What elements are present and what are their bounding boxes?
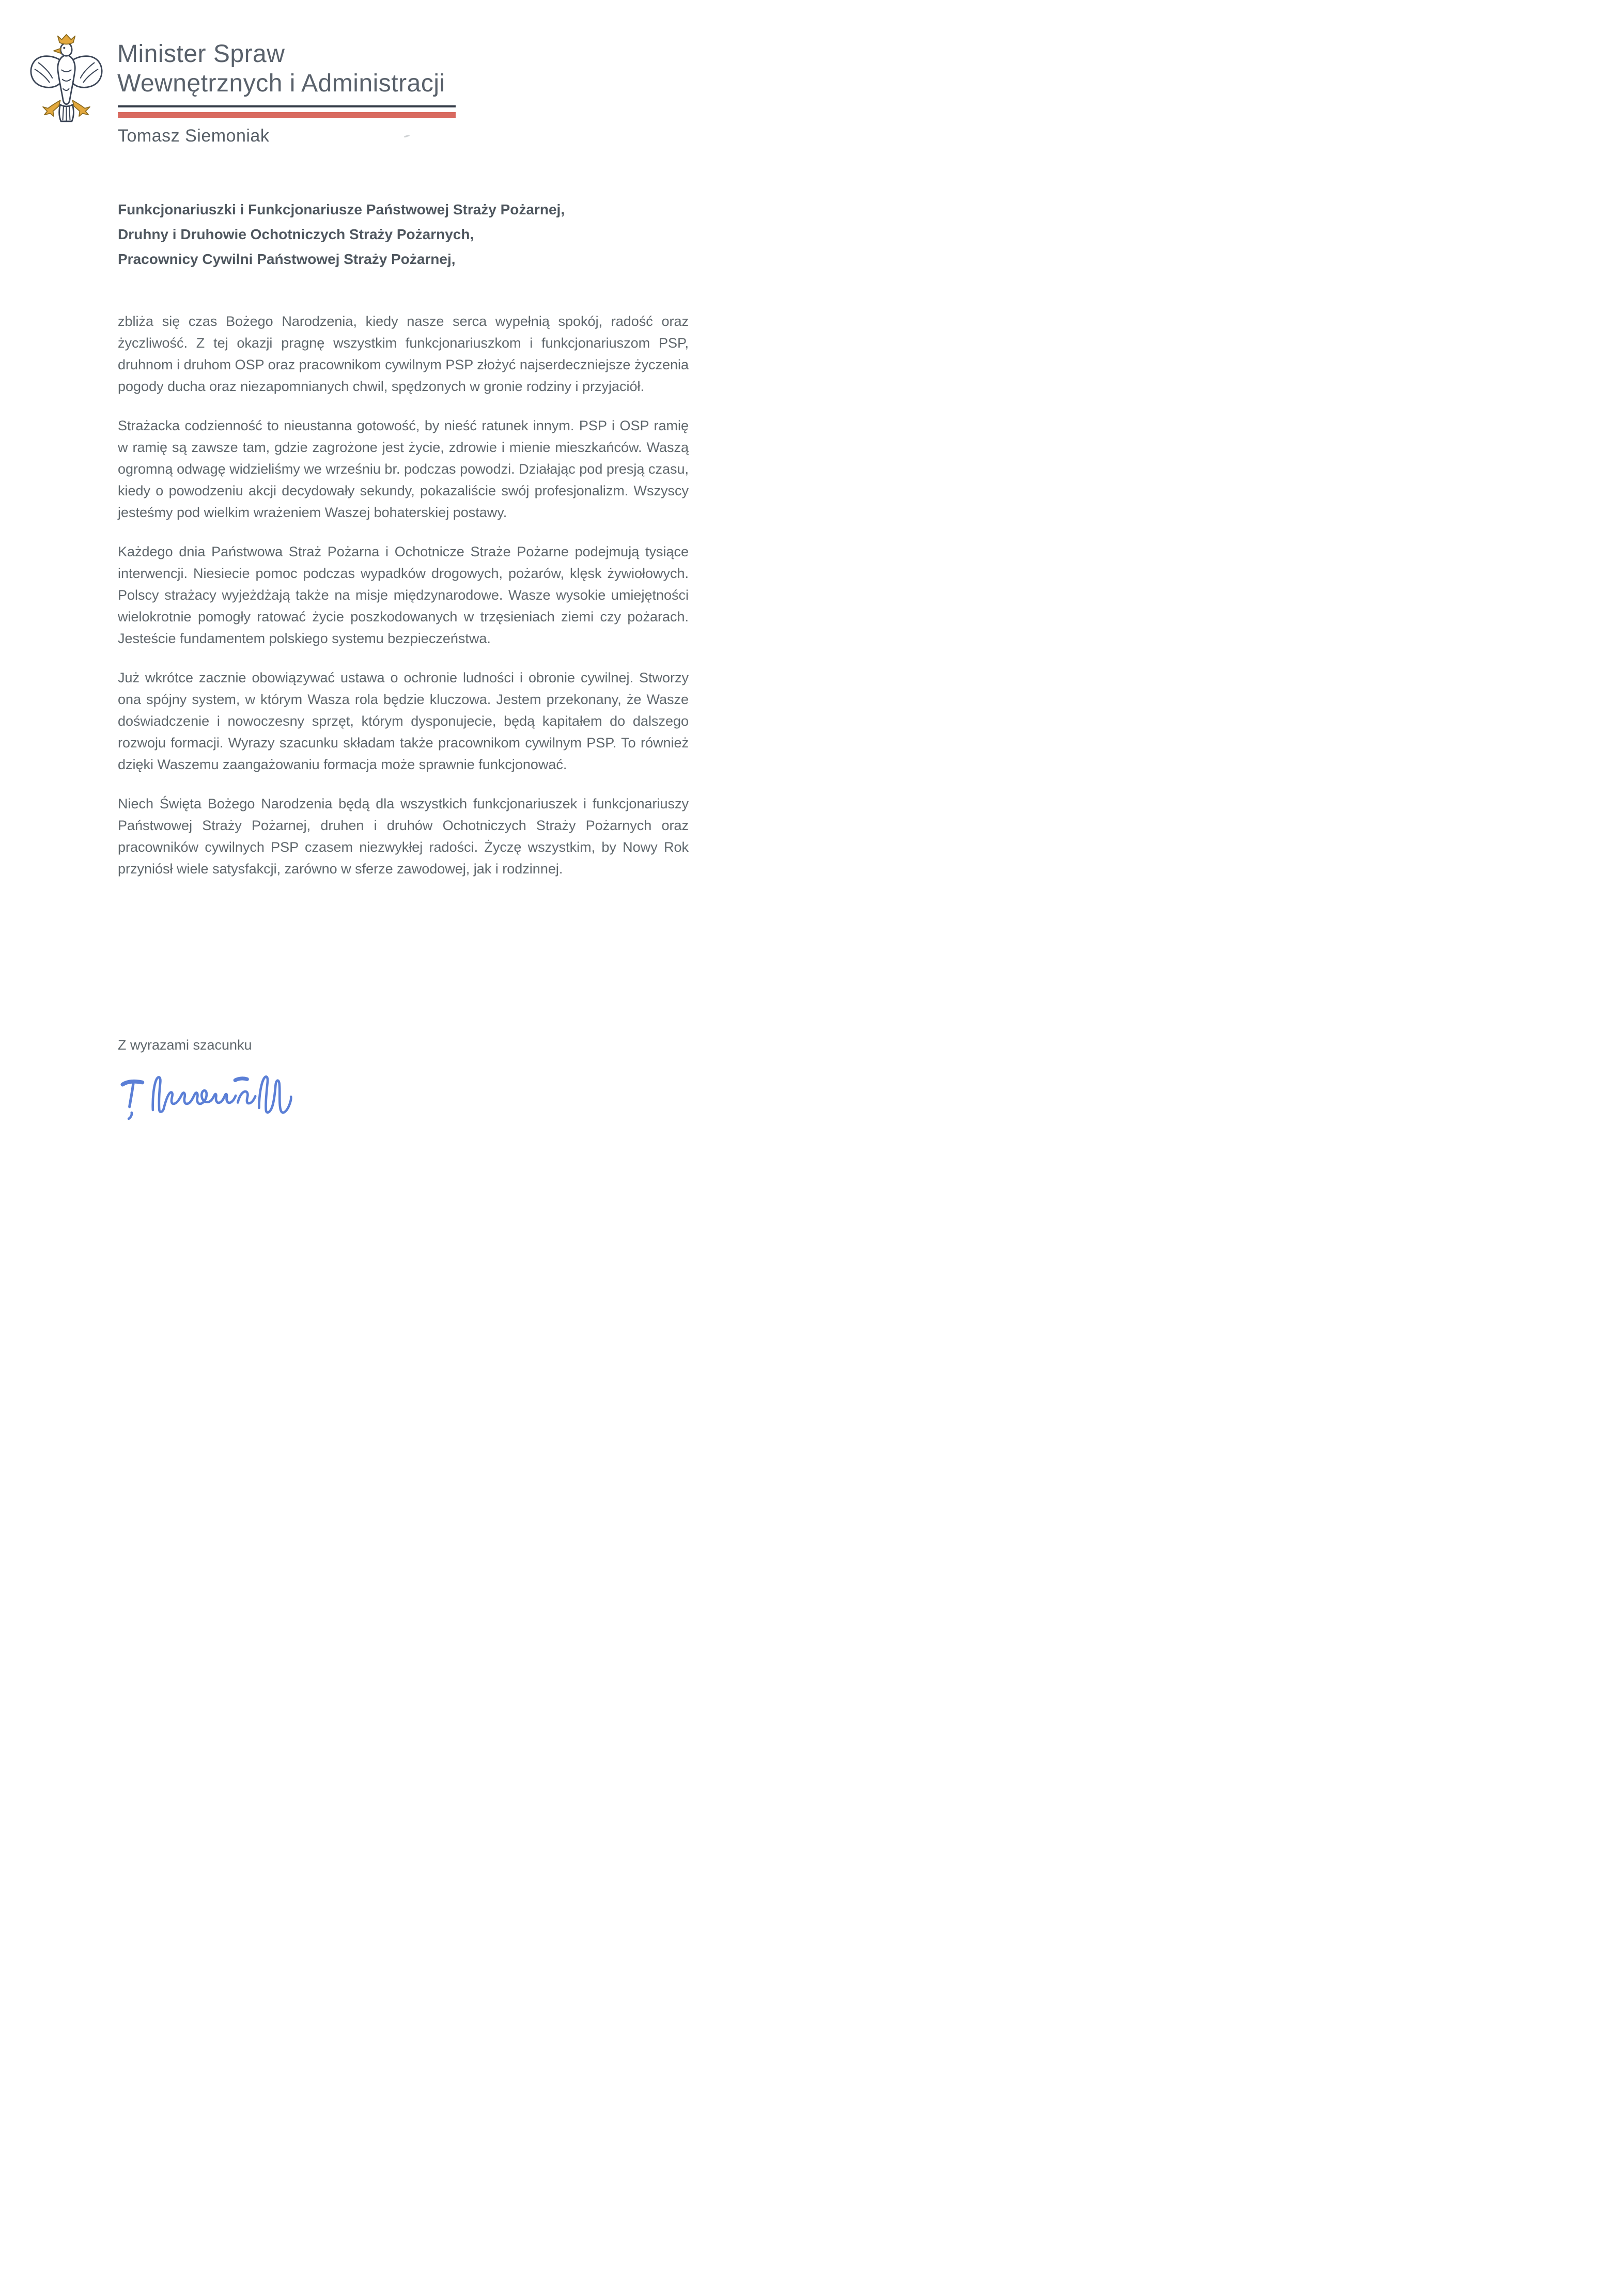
letter-paragraph: Niech Święta Bożego Narodzenia będą dla wszystkich funkcjonariuszek i funkcjonariuszy Państwowej Straży Pożarnej, druhen i druhów Ochotniczych Straży Pożarnych oraz pracowników cywilnych PSP czasem niezwykłej radości. Życzę wszystkim, by Nowy Rok przyniósł wiele satysfakcji, zarówno w sferze zawodowej, jak i rodzinnej. xyxy=(118,796,689,877)
ministry-name-line2: Wewnętrznych i Administracji xyxy=(117,70,445,97)
coat-of-arms-icon xyxy=(28,32,104,133)
ministry-name xyxy=(117,39,445,98)
letter-paragraph: Już wkrótce zacznie obowiązywać ustawa o ochronie ludności i obronie cywilnej. Stworzy ona spójny system, w którym Wasza rola będzie kluczowa. Jestem przekonany, że Wasze doświadczenie i nowoczesny sprzęt, którym dysponujecie, będą kapitałem do dalszego rozwoju formacji. Wyrazy szacunku składam także pracownikom cywilnym PSP. To również dzięki Waszemu zaangażowaniu formacja może sprawnie funkcjonować. xyxy=(118,670,689,772)
letter-page xyxy=(0,0,800,1148)
scan-speck xyxy=(404,134,410,137)
salutation xyxy=(118,197,691,272)
ministry-name-line1: Minister Spraw xyxy=(117,40,285,68)
salutation-line: Pracownicy Cywilni Państwowej Straży Pożarnej, xyxy=(118,251,456,267)
salutation-line: Funkcjonariuszki i Funkcjonariusze Państwowej Straży Pożarnej, xyxy=(118,201,565,217)
letter-paragraph: Każdego dnia Państwowa Straż Pożarna i Ochotnicze Straże Pożarne podejmują tysiące interwencji. Niesiecie pomoc podczas wypadków drogowych, pożarów, klęsk żywiołowych. Polscy strażacy wyjeżdżają także na misje międzynarodowe. Wasze wysokie umiejętności wielokrotnie pomogły ratować życie poszkodowanych w trzęsieniach ziemi czy pożarach. Jesteście fundamentem polskiego systemu bezpieczeństwa. xyxy=(118,544,689,646)
signature-handwriting xyxy=(117,1058,308,1127)
letter-paragraph: zbliża się czas Bożego Narodzenia, kiedy nasze serca wypełnią spokój, radość oraz życzliwość. Z tej okazji pragnę wszystkim funkcjonariuszkom i funkcjonariuszom PSP, druhnom i druhom OSP oraz pracownikom cywilnym PSP złożyć najserdeczniejsze życzenia pogody ducha oraz niezapomnianych chwil, spędzonych w gronie rodziny i przyjaciół. xyxy=(118,314,689,394)
letterhead-rule-red xyxy=(118,112,456,118)
salutation-line: Druhny i Druhowie Ochotniczych Straży Pożarnych, xyxy=(118,226,474,242)
minister-name: Tomasz Siemoniak xyxy=(118,126,270,146)
letter-body xyxy=(118,310,689,880)
letterhead-rules xyxy=(118,105,456,118)
closing-phrase: Z wyrazami szacunku xyxy=(118,1037,252,1053)
letter-paragraph: Strażacka codzienność to nieustanna gotowość, by nieść ratunek innym. PSP i OSP ramię w ramię są zawsze tam, gdzie zagrożone jest życie, zdrowie i mienie mieszkańców. Waszą ogromną odwagę widzieliśmy we wrześniu br. podczas powodzi. Działając pod presją czasu, kiedy o powodzeniu akcji decydowały sekundy, pokazaliście swój profesjonalizm. Wszyscy jesteśmy pod wielkim wrażeniem Waszej bohaterskiej postawy. xyxy=(118,418,689,520)
